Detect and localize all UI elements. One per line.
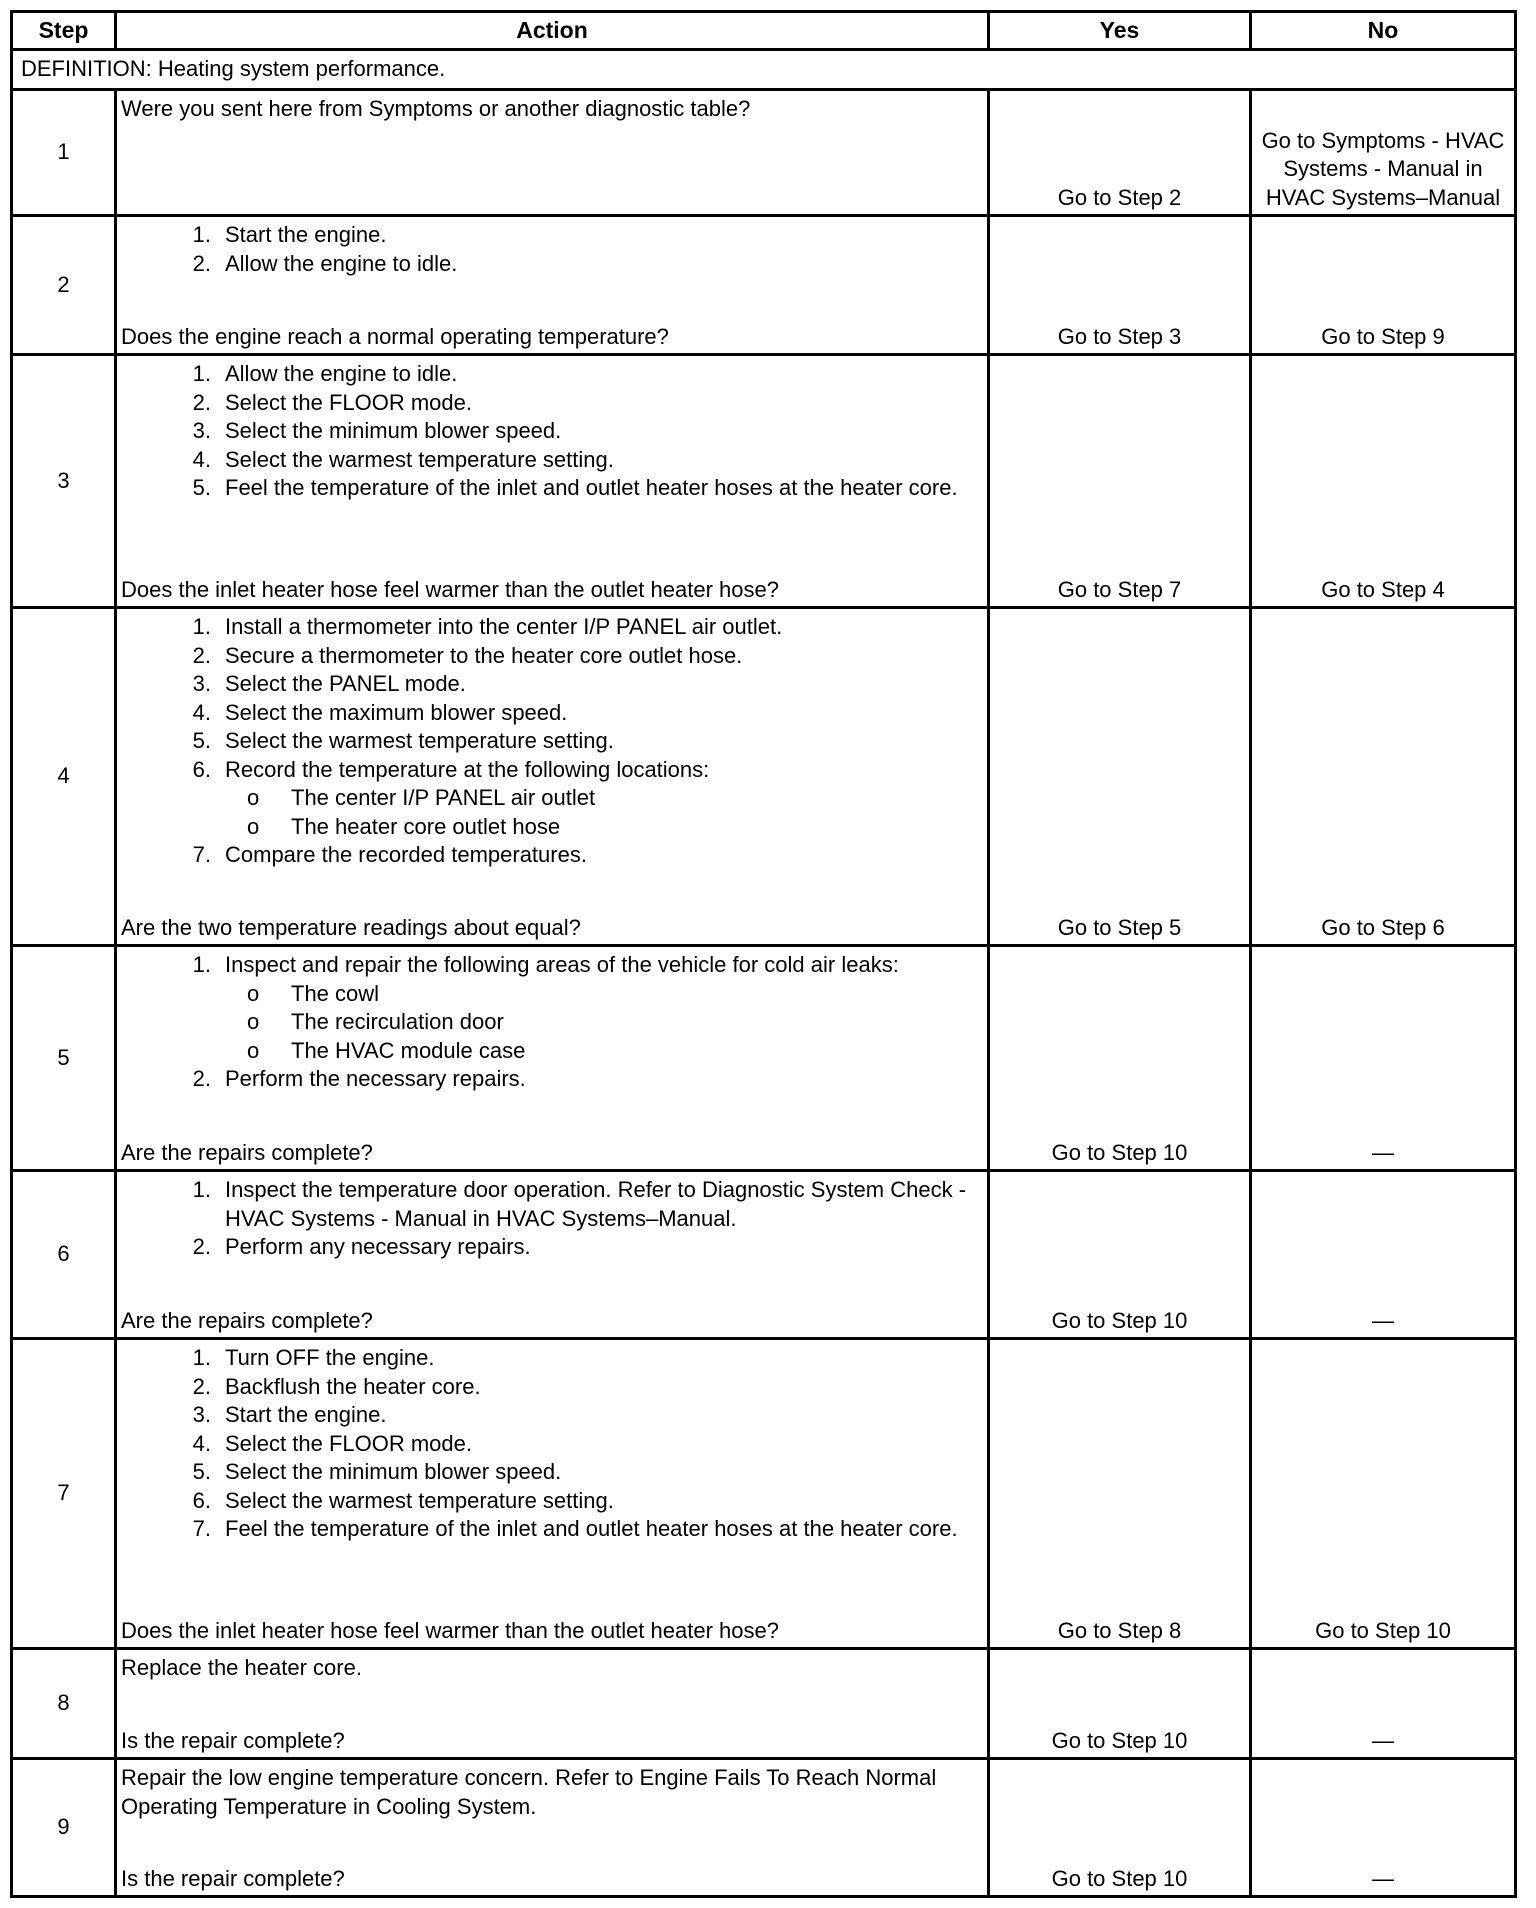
action-step-body (225, 699, 983, 728)
action-steps-list (121, 221, 983, 278)
action-lead-text: Were you sent here from Symptoms or another diagnostic table? (121, 96, 751, 121)
step-number: 1 (12, 90, 116, 216)
no-result: — (1251, 1759, 1516, 1897)
action-step-item (121, 417, 983, 446)
action-steps-list (121, 1176, 983, 1262)
action-step-item (121, 221, 983, 250)
action-step-text: Feel the temperature of the inlet and outlet heater hoses at the heater core. (225, 475, 958, 500)
action-step-body (225, 1176, 983, 1233)
action-step-item (121, 613, 983, 642)
yes-result: Go to Step 8 (989, 1339, 1251, 1649)
action-step-body (225, 446, 983, 475)
step-number: 5 (12, 946, 116, 1171)
action-question: Does the inlet heater hose feel warmer than the outlet heater hose? (121, 576, 779, 602)
action-step-item (121, 727, 983, 756)
yes-result: Go to Step 10 (989, 946, 1251, 1171)
step-number: 8 (12, 1649, 116, 1759)
action-cell (116, 90, 989, 216)
action-step-text: Select the FLOOR mode. (225, 389, 472, 415)
table-row-step-2 (12, 216, 1516, 355)
table-row-step-4 (12, 608, 1516, 946)
action-step-body (225, 841, 983, 870)
sub-item-text: The HVAC module case (291, 1037, 526, 1063)
action-step-item (121, 756, 983, 842)
action-step-item (121, 841, 983, 870)
action-step-number: 1. (192, 614, 211, 639)
action-step-number: 1. (192, 361, 211, 386)
action-step-body (225, 474, 983, 503)
action-content (117, 91, 987, 214)
action-content (117, 1760, 987, 1895)
action-content (117, 947, 987, 1169)
action-step-item (121, 360, 983, 389)
action-cell (116, 216, 989, 355)
sub-items-list (225, 784, 983, 841)
action-step-number: 2. (192, 1373, 211, 1399)
diagnostic-table (10, 10, 1517, 1898)
action-step-number: 3. (192, 671, 211, 696)
action-step-text: Install a thermometer into the center I/P PANEL air outlet. (225, 614, 783, 639)
action-step-item (121, 389, 983, 418)
action-step-number: 2. (192, 642, 211, 668)
action-instructions (121, 95, 983, 124)
action-step-text: Perform any necessary repairs. (225, 1234, 531, 1259)
action-cell (116, 946, 989, 1171)
action-question: Is the repair complete? (121, 1865, 345, 1891)
action-instructions (121, 1344, 983, 1544)
definition-row (12, 50, 1516, 90)
header-step: Step (12, 12, 116, 50)
action-step-body (225, 1458, 983, 1487)
action-step-text: Inspect and repair the following areas of the vehicle for cold air leaks: (225, 952, 899, 977)
action-step-number: 3. (192, 1402, 211, 1427)
action-step-body (225, 670, 983, 699)
step-number: 7 (12, 1339, 116, 1649)
action-step-number: 2. (192, 250, 211, 276)
action-step-number: 4. (192, 446, 211, 472)
header-row (12, 12, 1516, 50)
action-step-text: Select the maximum blower speed. (225, 699, 568, 725)
header-action: Action (116, 12, 989, 50)
table-row-step-9 (12, 1759, 1516, 1897)
bullet-icon: o (247, 813, 260, 839)
action-step-item (121, 474, 983, 503)
no-result: Go to Symptoms - HVAC Systems - Manual in HVAC Systems–Manual (1251, 90, 1516, 216)
action-question: Does the inlet heater hose feel warmer than the outlet heater hose? (121, 1617, 779, 1643)
action-step-number: 6. (192, 756, 211, 782)
action-step-body (225, 1401, 983, 1430)
action-step-number: 1. (192, 1177, 211, 1202)
table-body (12, 50, 1516, 1897)
action-step-text: Select the PANEL mode. (225, 671, 466, 696)
action-step-body (225, 250, 983, 279)
action-instructions (121, 1176, 983, 1262)
action-step-item (121, 1401, 983, 1430)
action-step-body (225, 1373, 983, 1402)
action-step-item (121, 1233, 983, 1262)
action-step-text: Allow the engine to idle. (225, 361, 458, 386)
action-step-body (225, 389, 983, 418)
action-step-body (225, 613, 983, 642)
action-step-body (225, 1065, 983, 1094)
action-instructions (121, 1654, 983, 1683)
table-row-step-3 (12, 355, 1516, 608)
action-step-number: 7. (192, 842, 211, 867)
action-step-item (121, 446, 983, 475)
yes-result: Go to Step 5 (989, 608, 1251, 946)
action-cell (116, 1759, 989, 1897)
action-step-number: 7. (192, 1516, 211, 1541)
action-content (117, 1340, 987, 1647)
action-step-body (225, 727, 983, 756)
action-step-number: 4. (192, 1430, 211, 1456)
action-step-body (225, 756, 983, 842)
action-steps-list (121, 1344, 983, 1544)
action-step-text: Allow the engine to idle. (225, 250, 458, 276)
action-step-number: 3. (192, 418, 211, 443)
action-step-number: 2. (192, 1066, 211, 1091)
action-question: Are the repairs complete? (121, 1139, 373, 1165)
action-question: Does the engine reach a normal operating temperature? (121, 323, 669, 349)
action-step-item (121, 642, 983, 671)
action-step-number: 6. (192, 1487, 211, 1513)
table-row-step-1 (12, 90, 1516, 216)
no-result: — (1251, 1649, 1516, 1759)
action-step-item (121, 670, 983, 699)
action-instructions (121, 613, 983, 870)
no-result: Go to Step 9 (1251, 216, 1516, 355)
action-question: Are the two temperature readings about equal? (121, 914, 581, 940)
action-step-number: 1. (192, 222, 211, 247)
action-step-item (121, 699, 983, 728)
action-step-body (225, 1344, 983, 1373)
action-step-text: Select the minimum blower speed. (225, 418, 562, 443)
bullet-icon: o (247, 1037, 260, 1063)
action-step-item (121, 951, 983, 1065)
action-step-body (225, 1487, 983, 1516)
action-step-number: 4. (192, 699, 211, 725)
yes-result: Go to Step 3 (989, 216, 1251, 355)
action-instructions (121, 221, 983, 278)
action-step-text: Start the engine. (225, 222, 387, 247)
no-result: Go to Step 4 (1251, 355, 1516, 608)
action-step-number: 5. (192, 728, 211, 753)
no-result: — (1251, 1171, 1516, 1339)
sub-item-text: The cowl (291, 980, 380, 1006)
no-result: — (1251, 946, 1516, 1171)
action-cell (116, 355, 989, 608)
action-step-number: 2. (192, 1234, 211, 1259)
action-steps-list (121, 360, 983, 503)
action-step-text: Perform the necessary repairs. (225, 1066, 526, 1091)
action-step-body (225, 1515, 983, 1544)
action-step-body (225, 1430, 983, 1459)
action-step-item (121, 1458, 983, 1487)
action-step-item (121, 1065, 983, 1094)
sub-item (225, 980, 983, 1009)
action-step-text: Select the FLOOR mode. (225, 1430, 472, 1456)
action-step-text: Select the warmest temperature setting. (225, 1487, 614, 1513)
action-lead-text: Repair the low engine temperature concern. Refer to Engine Fails To Reach Normal Operating Temperature in Cooling System. (121, 1765, 937, 1819)
action-step-item (121, 1176, 983, 1233)
action-step-text: Turn OFF the engine. (225, 1345, 435, 1370)
action-step-number: 5. (192, 475, 211, 500)
yes-result: Go to Step 10 (989, 1171, 1251, 1339)
sub-item-text: The center I/P PANEL air outlet (291, 785, 596, 810)
action-cell (116, 1339, 989, 1649)
action-step-item (121, 1487, 983, 1516)
action-step-text: Select the warmest temperature setting. (225, 446, 614, 472)
bullet-icon: o (247, 1009, 260, 1034)
table-row-step-5 (12, 946, 1516, 1171)
sub-item (225, 784, 983, 813)
yes-result: Go to Step 7 (989, 355, 1251, 608)
step-number: 9 (12, 1759, 116, 1897)
action-step-item (121, 250, 983, 279)
action-step-body (225, 221, 983, 250)
action-steps-list (121, 951, 983, 1094)
action-steps-list (121, 613, 983, 870)
action-cell (116, 608, 989, 946)
action-step-number: 1. (192, 952, 211, 977)
action-question: Are the repairs complete? (121, 1307, 373, 1333)
action-content (117, 217, 987, 353)
step-number: 3 (12, 355, 116, 608)
action-step-text: Record the temperature at the following locations: (225, 756, 710, 782)
action-step-body (225, 642, 983, 671)
action-step-text: Compare the recorded temperatures. (225, 842, 587, 867)
bullet-icon: o (247, 980, 260, 1006)
yes-result: Go to Step 10 (989, 1759, 1251, 1897)
action-instructions (121, 1764, 983, 1821)
table-row-step-8 (12, 1649, 1516, 1759)
action-step-text: Inspect the temperature door operation. Refer to Diagnostic System Check - HVAC Systems - Manual in HVAC Systems–Manual. (225, 1177, 967, 1231)
action-step-number: 1. (192, 1345, 211, 1370)
action-content (117, 1650, 987, 1757)
table-row-step-7 (12, 1339, 1516, 1649)
definition-text: DEFINITION: Heating system performance. (12, 50, 1516, 90)
action-step-number: 5. (192, 1459, 211, 1484)
action-content (117, 1172, 987, 1337)
sub-item (225, 1008, 983, 1037)
action-step-text: Start the engine. (225, 1402, 387, 1427)
action-step-item (121, 1430, 983, 1459)
action-step-text: Secure a thermometer to the heater core outlet hose. (225, 642, 743, 668)
action-step-item (121, 1373, 983, 1402)
action-cell (116, 1171, 989, 1339)
step-number: 4 (12, 608, 116, 946)
yes-result: Go to Step 10 (989, 1649, 1251, 1759)
action-step-item (121, 1344, 983, 1373)
action-step-text: Feel the temperature of the inlet and outlet heater hoses at the heater core. (225, 1516, 958, 1541)
step-number: 6 (12, 1171, 116, 1339)
action-cell (116, 1649, 989, 1759)
no-result: Go to Step 6 (1251, 608, 1516, 946)
action-step-text: Select the warmest temperature setting. (225, 728, 614, 753)
yes-result: Go to Step 2 (989, 90, 1251, 216)
sub-item (225, 813, 983, 842)
action-step-text: Backflush the heater core. (225, 1373, 481, 1399)
action-step-text: Select the minimum blower speed. (225, 1459, 562, 1484)
sub-items-list (225, 980, 983, 1066)
action-content (117, 609, 987, 944)
action-content (117, 356, 987, 606)
sub-item-text: The recirculation door (291, 1009, 504, 1034)
sub-item-text: The heater core outlet hose (291, 813, 561, 839)
action-instructions (121, 951, 983, 1094)
bullet-icon: o (247, 785, 260, 810)
action-lead-text: Replace the heater core. (121, 1655, 362, 1680)
no-result: Go to Step 10 (1251, 1339, 1516, 1649)
action-step-item (121, 1515, 983, 1544)
action-step-body (225, 417, 983, 446)
action-step-body (225, 360, 983, 389)
action-step-body (225, 1233, 983, 1262)
sub-item (225, 1037, 983, 1066)
table-row-step-6 (12, 1171, 1516, 1339)
header-yes: Yes (989, 12, 1251, 50)
action-step-body (225, 951, 983, 1065)
action-instructions (121, 360, 983, 503)
action-step-number: 2. (192, 389, 211, 415)
header-no: No (1251, 12, 1516, 50)
action-question: Is the repair complete? (121, 1727, 345, 1753)
step-number: 2 (12, 216, 116, 355)
